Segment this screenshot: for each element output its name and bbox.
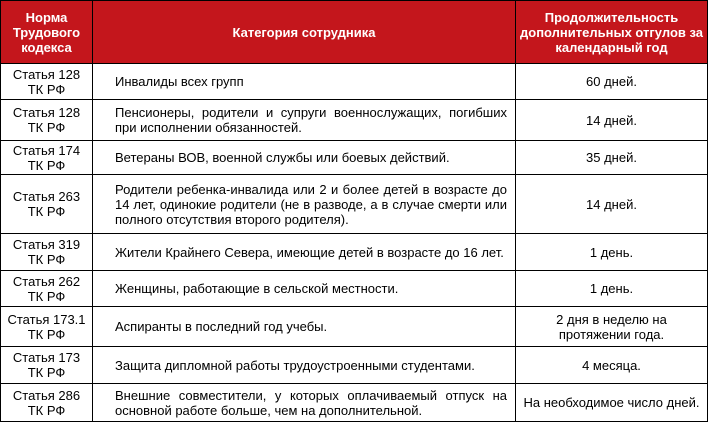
category-cell: Инвалиды всех групп xyxy=(93,64,516,100)
article-cell: Статья 173.1 ТК РФ xyxy=(1,307,93,347)
category-cell: Женщины, работающие в сельской местности. xyxy=(93,271,516,307)
duration-cell: 1 день. xyxy=(516,271,708,307)
category-cell: Аспиранты в последний год учебы. xyxy=(93,307,516,347)
duration-cell: 14 дней. xyxy=(516,100,708,141)
table-header xyxy=(1,1,708,64)
duration-cell: 1 день. xyxy=(516,234,708,271)
duration-cell: 2 дня в неделю на протяжении года. xyxy=(516,307,708,347)
table-row xyxy=(1,175,708,234)
category-cell: Ветераны ВОВ, военной службы или боевых действий. xyxy=(93,141,516,175)
header-row xyxy=(1,1,708,64)
header-article: Норма Трудового кодекса xyxy=(1,1,93,64)
table-body xyxy=(1,64,708,422)
article-cell: Статья 128 ТК РФ xyxy=(1,64,93,100)
duration-cell: 4 месяца. xyxy=(516,347,708,384)
table-row xyxy=(1,141,708,175)
category-cell: Пенсионеры, родители и супруги военнослужащих, погибших при исполнении обязанностей. xyxy=(93,100,516,141)
category-cell: Родители ребенка-инвалида или 2 и более детей в возрасте до 14 лет, одинокие родители (не в разводе, а в случае смерти или полного отсутствия второго родителя). xyxy=(93,175,516,234)
table-row xyxy=(1,271,708,307)
article-cell: Статья 286 ТК РФ xyxy=(1,384,93,422)
article-cell: Статья 174 ТК РФ xyxy=(1,141,93,175)
table-row xyxy=(1,100,708,141)
category-cell: Жители Крайнего Севера, имеющие детей в возрасте до 16 лет. xyxy=(93,234,516,271)
duration-cell: 60 дней. xyxy=(516,64,708,100)
article-cell: Статья 262 ТК РФ xyxy=(1,271,93,307)
category-cell: Внешние совместители, у которых оплачиваемый отпуск на основной работе больше, чем на дополнительной. xyxy=(93,384,516,422)
header-duration: Продолжительность дополнительных отгулов за календарный год xyxy=(516,1,708,64)
table-row xyxy=(1,64,708,100)
table-row xyxy=(1,347,708,384)
header-category: Категория сотрудника xyxy=(93,1,516,64)
article-cell: Статья 319 ТК РФ xyxy=(1,234,93,271)
table-row xyxy=(1,307,708,347)
article-cell: Статья 173 ТК РФ xyxy=(1,347,93,384)
duration-cell: 14 дней. xyxy=(516,175,708,234)
table-row xyxy=(1,234,708,271)
article-cell: Статья 263 ТК РФ xyxy=(1,175,93,234)
table-row xyxy=(1,384,708,422)
duration-cell: На необходимое число дней. xyxy=(516,384,708,422)
article-cell: Статья 128 ТК РФ xyxy=(1,100,93,141)
duration-cell: 35 дней. xyxy=(516,141,708,175)
category-cell: Защита дипломной работы трудоустроенными студентами. xyxy=(93,347,516,384)
